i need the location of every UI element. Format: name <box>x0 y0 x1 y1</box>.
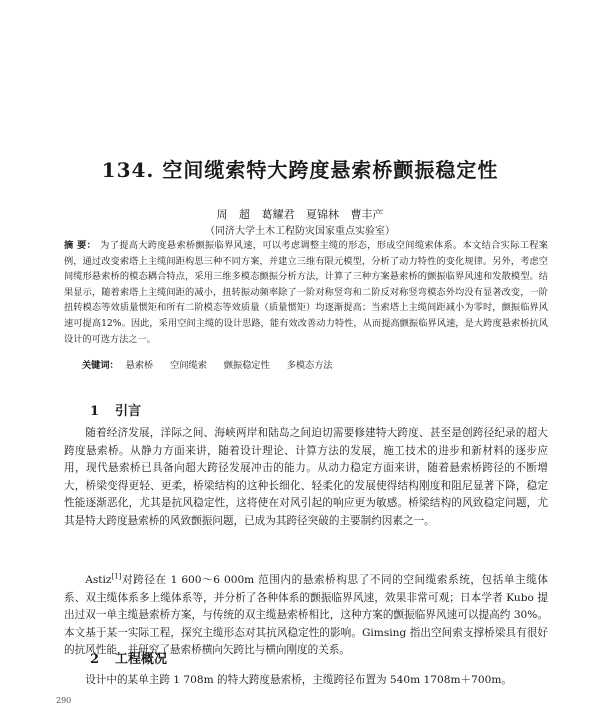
keyword: 多模态方法 <box>286 360 333 371</box>
citation: [1] <box>111 572 122 581</box>
keyword: 悬索桥 <box>125 360 154 371</box>
section-heading <box>90 648 167 667</box>
section-title: 工程概况 <box>115 652 168 667</box>
keyword: 颤振稳定性 <box>223 360 270 371</box>
abstract <box>64 238 548 347</box>
section-title: 引言 <box>115 404 142 419</box>
keywords-label: 关键词： <box>82 360 119 371</box>
paragraph <box>64 572 548 660</box>
section-number: 2 <box>90 652 100 667</box>
paragraph: 随着经济发展，洋际之间、海峡两岸和陆岛之间迫切需要修建特大跨度、甚至是创跨径纪录的超大跨度悬索桥。从静力方面来讲，随着设计理论、计算方法的发展，施工技术的进步和新材料的逐步应用，现代悬索桥已具备向超大跨径发展冲击的能力。从动力稳定方面来讲，随着悬索桥跨径的不断增大，桥梁变得更轻、更柔，桥梁结构的这种长细化、轻柔化的发展使得结构刚度和阻尼显著下降，稳定性能逐渐恶化，尤其是抗风稳定性，这将使在对风引起的响应更为敏感。桥梁结构的风致稳定问题，尤其是特大跨度悬索桥的风致颤振问题，已成为其跨径突破的主要制约因素之一。 <box>64 427 548 527</box>
paragraph: 设计中的某单主跨 1 708m 的特大跨度悬索桥，主缆跨径布置为 540m 1708m＋700m。 <box>85 674 513 686</box>
section-heading <box>90 400 141 419</box>
cited-author: Astiz <box>85 574 112 586</box>
section-number: 1 <box>90 404 100 419</box>
abstract-text: 为了提高大跨度悬索桥颤振临界风速，可以考虑调整主缆的形态，形成空间缆索体系。本文结合实际工程案例，通过改变索塔上主缆间距构思三种不同方案，并建立三维有限元模型，分析了动力特性的变化规律。另外，考虑空间缆形悬索桥的模态耦合特点，采用三维多模态颤振分析方法，计算了三种方案悬索桥的颤振临界风速和发散模型。结果显示，随着索塔上主缆间距的减小，扭转振动频率除了一阶对称竖弯和二阶反对称竖弯模态外均没有显著改变，一阶扭转模态等效质量惯矩和所有二阶模态等效质量（质量惯矩）均逐渐提高；当索塔上主缆间距减小为零时，颤振临界风速可提高12%。因此，采用空间主缆的设计思路，能有效改善动力特性，从而提高颤振临界风速，是大跨度悬索桥抗风设计的可选方法之一。 <box>64 240 548 345</box>
paper-title: 134. 空间缆索特大跨度悬索桥颤振稳定性 <box>101 158 499 182</box>
paragraph-text: 对跨径在 1 600～6 000m 范围内的悬索桥构思了不同的空间缆索系统，包括单主缆体系、双主缆体系多上缆体系等，并分析了各种体系的颤振临界风速，效果非常可观；日本学者 Kubo 提出过双一单主缆悬索桥方案，与传统的双主缆悬索桥相比，这种方案的颤振临界风速可以提高约 30%。本文基于某一实际工程，探究主缆形态对其抗风稳定性的影响。Gimsing 指出空间索支撑桥梁具有很好的抗风性能，并研究了悬索桥横向矢跨比与横向刚度的关系。 <box>64 574 548 656</box>
author-list: 周 超 葛耀君 夏锦林 曹丰产 <box>216 208 384 221</box>
author-affiliation: （同济大学土木工程防灾国家重点实验室） <box>205 226 395 237</box>
abstract-label: 摘 要： <box>64 240 97 251</box>
page-number: 290 <box>56 696 72 705</box>
keywords <box>82 357 548 371</box>
keyword: 空间缆索 <box>170 360 207 371</box>
